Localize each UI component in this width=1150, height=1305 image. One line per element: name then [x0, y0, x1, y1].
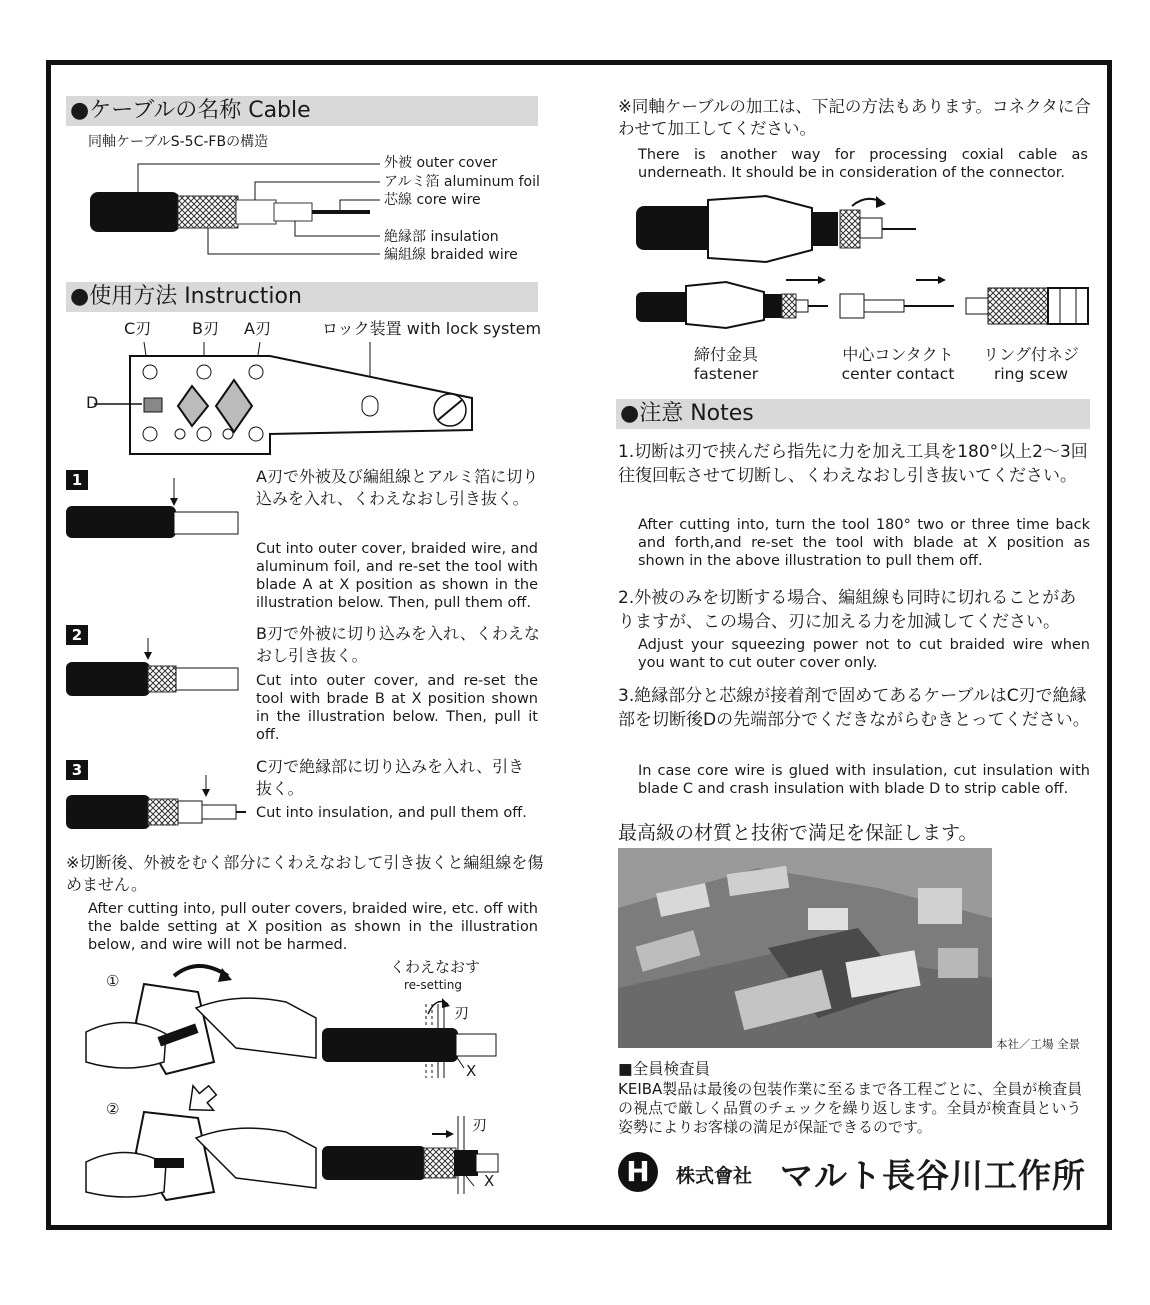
blade-c-label: C刃	[124, 319, 152, 338]
alt-method-jp: ※同軸ケーブルの加工は、下記の方法もあります。コネクタに合わせて加工してください。	[618, 97, 1091, 138]
illustration-1-marker: ①	[106, 972, 120, 990]
inspection-text: KEIBA製品は最後の包装作業に至るまで各工程ごとに、全員が検査員の視点で厳しく品質のチェックを繰り返します。全員が検査員という姿勢によりお客様の満足が保証できるのです。	[618, 1080, 1083, 1136]
illustration-2-marker: ②	[106, 1100, 120, 1118]
step-1-en: Cut into outer cover, braided wire, and aluminum foil, and re-set the tool with blade A at X position as shown in the illustration below. Then, pull them off.	[256, 541, 538, 611]
notes-heading: ●注意 Notes	[616, 399, 1090, 429]
step-2-en: Cut into outer cover, and re-set the tool with brade B at X position shown in the illustration below. Then, pull it off.	[256, 673, 538, 743]
resetting-x-label-1: X	[466, 1062, 477, 1080]
note-1-jp: 1.切断は刃で挟んだら指先に力を加え工具を180°以上2〜3回往復回転させて切断し、くわえなおし引き抜いてください。	[618, 442, 1088, 486]
label-outer-cover: 外被 outer cover	[384, 155, 498, 171]
label-core-wire: 芯線 core wire	[384, 192, 481, 208]
cable-heading: ●ケーブルの名称 Cable	[66, 96, 538, 126]
step-3-en: Cut into insulation, and pull them off.	[256, 805, 527, 821]
part-center-contact-jp: 中心コンタクト	[842, 345, 954, 364]
label-braided-wire: 編組線 braided wire	[384, 247, 518, 263]
insulation-shape	[274, 203, 312, 221]
cable-structure-diagram	[80, 150, 380, 265]
blade-a-label: A刃	[244, 319, 271, 338]
note-2-jp: 2.外被のみを切断する場合、編組線も同時に切れることがありますが、この場合、刃に加える力を加減してください。	[618, 588, 1077, 632]
step-3-badge: 3	[66, 760, 88, 780]
part-ring-screw-en: ring scew	[993, 365, 1069, 383]
note-2-en: Adjust your squeezing power not to cut braided wire when you want to cut outer cover only.	[638, 637, 1090, 671]
company-type: 株式會社	[676, 1165, 753, 1187]
instruction-heading: ●使用方法 Instruction	[66, 282, 538, 312]
part-fastener-jp: 締付金具	[693, 345, 758, 364]
aluminum-foil-shape	[236, 200, 276, 224]
blade-b-label: B刃	[192, 319, 219, 338]
label-aluminum-foil: アルミ箔 aluminum foil	[384, 174, 540, 190]
company-logo: H	[618, 1152, 658, 1192]
resetting-jp: くわえなおす	[390, 958, 481, 976]
tool-diagram	[100, 338, 480, 458]
after-cutting-note-en: After cutting into, pull outer covers, braided wire, etc. off with the balde setting at X position as shown in the illustration below, and wire will not be harmed.	[88, 901, 538, 953]
inspection-heading: ■全員検査員	[618, 1060, 711, 1078]
part-ring-screw-jp: リング付ネジ	[983, 345, 1079, 364]
d-label: D	[86, 393, 99, 412]
cable-subtitle: 同軸ケーブルS-5C-FBの構造	[88, 134, 269, 150]
alt-method-en: There is another way for processing coxial cable as underneath. It should be in consideration of the connector.	[638, 147, 1088, 181]
step-2-badge: 2	[66, 625, 88, 645]
step-2-illustration	[66, 638, 246, 698]
company-name: マルト長谷川工作所	[780, 1156, 1086, 1195]
braided-wire-shape	[178, 196, 238, 228]
outer-cover-shape	[90, 192, 180, 232]
label-insulation: 絶縁部 insulation	[384, 229, 499, 245]
step-2-jp: B刃で外被に切り込みを入れ、くわえなおし引き抜く。	[256, 624, 540, 665]
resetting-x-label-2: X	[484, 1172, 495, 1190]
resetting-blade-label-2: 刃	[472, 1116, 488, 1134]
step-3-jp: C刃で絶縁部に切り込みを入れ、引き抜く。	[256, 757, 525, 798]
resetting-blade-label-1: 刃	[454, 1004, 470, 1022]
part-center-contact-en: center contact	[841, 365, 955, 383]
hand-tool-illustrations	[86, 962, 316, 1202]
quality-slogan: 最高級の材質と技術で満足を保証します。	[618, 822, 978, 844]
step-1-illustration	[66, 478, 246, 538]
step-1-badge: 1	[66, 470, 88, 490]
note-1-en: After cutting into, turn the tool 180° two or three time back and forth,and re-set the tool with blade at X position as shown in the above illustration to pull them off.	[638, 517, 1090, 569]
photo-caption: 本社／工場 全景	[996, 1037, 1081, 1051]
step-3-illustration	[66, 775, 246, 835]
core-wire-shape	[312, 210, 370, 214]
note-3-jp: 3.絶縁部分と芯線が接着剤で固めてあるケーブルはC刃で絶縁部を切断後Dの先端部分でくだきながらむきとってください。	[618, 686, 1090, 730]
note-3-en: In case core wire is glued with insulation, cut insulation with blade C and crash insulation with blade D to strip cable off.	[638, 763, 1090, 797]
factory-aerial-photo	[618, 848, 992, 1048]
part-fastener-en: fastener	[693, 365, 759, 383]
alt-method-diagram	[636, 188, 1096, 338]
resetting-en: re-setting	[404, 978, 462, 992]
step-1-jp: A刃で外被及び編組線とアルミ箔に切り込みを入れ、くわえなおし引き抜く。	[256, 467, 539, 508]
after-cutting-note-jp: ※切断後、外被をむく部分にくわえなおして引き抜くと編組線を傷めません。	[66, 853, 544, 894]
lock-label: ロック装置 with lock system	[322, 319, 542, 338]
resetting-diagram-1	[322, 990, 512, 1080]
